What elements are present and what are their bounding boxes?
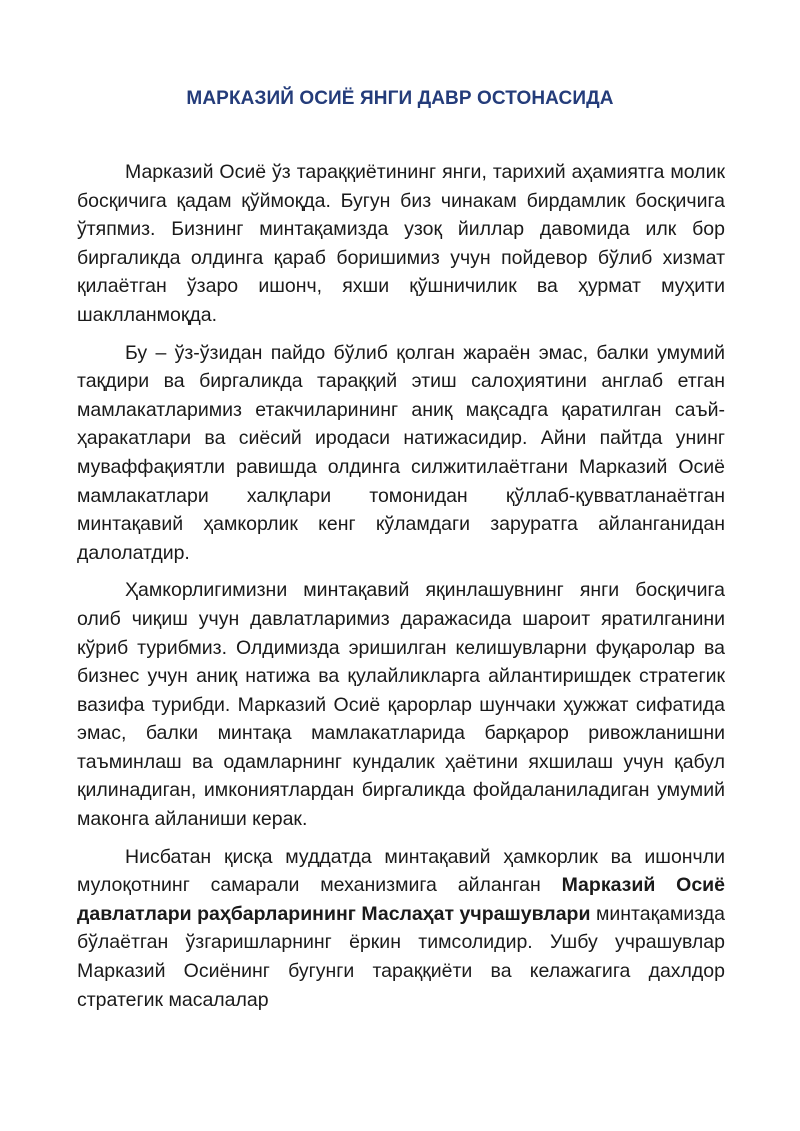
paragraph-4-text-before: Нисбатан қисқа муддатда минтақавий ҳамкорлик ва ишончли мулоқотнинг самарали механизмига айланган <box>77 845 725 897</box>
paragraph-4-text-after: минтақамизда бўлаётган ўзгаришларнинг ёркин тимсолидир. Ушбу учрашувлар Марказий Осиёнинг бугунги тараққиёти ва келажагига дахлдор стратегик масалалар <box>77 902 725 1011</box>
paragraph-2: Бу – ўз-ўзидан пайдо бўлиб қолган жараён эмас, балки умумий тақдири ва биргаликда тараққий этиш салоҳиятини англаб етган мамлакатларимиз етакчиларининг аниқ мақсадга қаратилган саъй-ҳаракатлари ва сиёсий иродаси натижасидир. Айни пайтда унинг муваффақиятли равишда олдинга силжитилаётгани Марказий Осиё мамлакатлари халқлари томонидан қўллаб-қувватланаётган минтақавий ҳамкорлик кенг кўламдаги заруратга айланганидан далолатдир. <box>77 341 725 564</box>
paragraph-4-bold-text: Марказий Осиё давлатлари раҳбарларининг Маслаҳат учрашувлари <box>77 874 725 925</box>
paragraph-1: Марказий Осиё ўз тараққиётининг янги, тарихий аҳамиятга молик босқичига қадам қўймоқда. Бугун биз чинакам бирдамлик босқичига ўтяпмиз. Бизнинг минтақамизда узоқ йиллар давомида илк бор биргаликда олдинга қараб боришимиз учун пойдевор бўлиб хизмат қилаётган ўзаро ишонч, яхши қўшничилик ва ҳурмат муҳити шаклланмоқда. <box>77 161 725 326</box>
document-title: МАРКАЗИЙ ОСИЁ ЯНГИ ДАВР ОСТОНАСИДА <box>186 88 614 109</box>
paragraph-3: Ҳамкорлигимизни минтақавий яқинлашувнинг янги босқичига олиб чиқиш учун давлатларимиз даражасида шароит яратилганини кўриб турибмиз. Олдимизда эришилган келишувларни фуқаролар ва бизнес учун аниқ натижа ва қулайликларга айлантиришдек стратегик вазифа турибди. Марказий Осиё қарорлар шунчаки ҳужжат сифатида эмас, балки минтақа мамлакатларида барқарор ривожланишни таъминлаш ва одамларнинг кундалик ҳаётини яхшилаш учун қабул қилинадиган, имкониятлардан биргаликда фойдаланиладиган умумий маконга айланиши керак. <box>77 579 725 831</box>
paragraph-4 <box>77 843 725 1015</box>
document-body <box>77 158 725 1014</box>
